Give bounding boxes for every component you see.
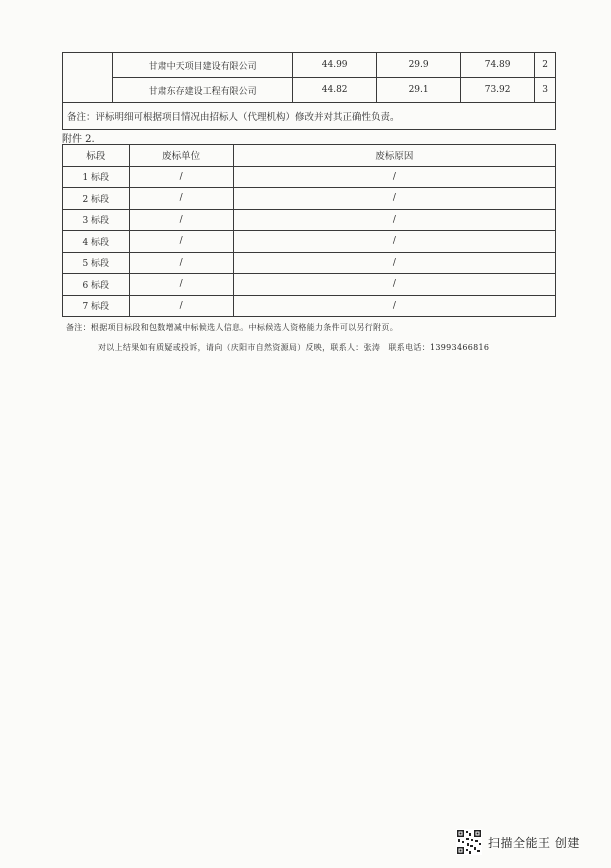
- reason-cell: /: [233, 166, 555, 188]
- company-cell: 甘肃东存建设工程有限公司: [113, 78, 293, 103]
- reason-cell: /: [233, 274, 555, 296]
- table-row: [63, 78, 556, 103]
- unit-cell: /: [129, 166, 233, 188]
- score-b-cell: 29.1: [377, 78, 461, 103]
- header-row: [63, 145, 556, 167]
- annex-title: 附件 2.: [62, 134, 95, 145]
- section-cell: 2 标段: [63, 188, 130, 210]
- section-cell: 4 标段: [63, 231, 130, 253]
- reason-cell: /: [233, 209, 555, 231]
- table-row: [63, 53, 556, 78]
- total-cell: 73.92: [461, 78, 535, 103]
- unit-cell: /: [129, 295, 233, 317]
- table-row: [63, 188, 556, 210]
- contact-text: 对以上结果如有质疑或投诉，请向（庆阳市自然资源局）反映，联系人：张涛 联系电话：13993466816: [98, 343, 490, 352]
- company-cell: 甘肃中天项目建设有限公司: [113, 53, 293, 78]
- reason-cell: /: [233, 231, 555, 253]
- table-row: [63, 231, 556, 253]
- note-row: [63, 103, 556, 130]
- table-row: [63, 252, 556, 274]
- brand-text: 扫描全能王 创建: [488, 835, 580, 850]
- section-cell: 6 标段: [63, 274, 130, 296]
- disqualification-table: [62, 144, 556, 317]
- header-unit: 废标单位: [129, 145, 233, 167]
- score-a-cell: 44.99: [293, 53, 377, 78]
- rank-cell: 3: [535, 78, 556, 103]
- scanner-watermark: [456, 828, 580, 856]
- section-cell: 5 标段: [63, 252, 130, 274]
- score-a-cell: 44.82: [293, 78, 377, 103]
- table-row: [63, 274, 556, 296]
- score-b-cell: 29.9: [377, 53, 461, 78]
- qr-code-icon: [456, 829, 482, 855]
- table-row: [63, 209, 556, 231]
- merged-cell: [63, 53, 113, 103]
- remark-text: 备注：根据项目标段和包数增减中标候选人信息。中标候选人资格能力条件可以另行附页。: [66, 323, 398, 332]
- unit-cell: /: [129, 188, 233, 210]
- header-reason: 废标原因: [233, 145, 555, 167]
- section-cell: 7 标段: [63, 295, 130, 317]
- table-row: [63, 166, 556, 188]
- unit-cell: /: [129, 274, 233, 296]
- section-cell: 3 标段: [63, 209, 130, 231]
- table-row: [63, 295, 556, 317]
- reason-cell: /: [233, 252, 555, 274]
- reason-cell: /: [233, 295, 555, 317]
- note-cell: 备注：评标明细可根据项目情况由招标人（代理机构）修改并对其正确性负责。: [63, 103, 556, 130]
- unit-cell: /: [129, 209, 233, 231]
- unit-cell: /: [129, 231, 233, 253]
- total-cell: 74.89: [461, 53, 535, 78]
- section-cell: 1 标段: [63, 166, 130, 188]
- header-section: 标段: [63, 145, 130, 167]
- rank-cell: 2: [535, 53, 556, 78]
- unit-cell: /: [129, 252, 233, 274]
- result-table: [62, 52, 556, 130]
- reason-cell: /: [233, 188, 555, 210]
